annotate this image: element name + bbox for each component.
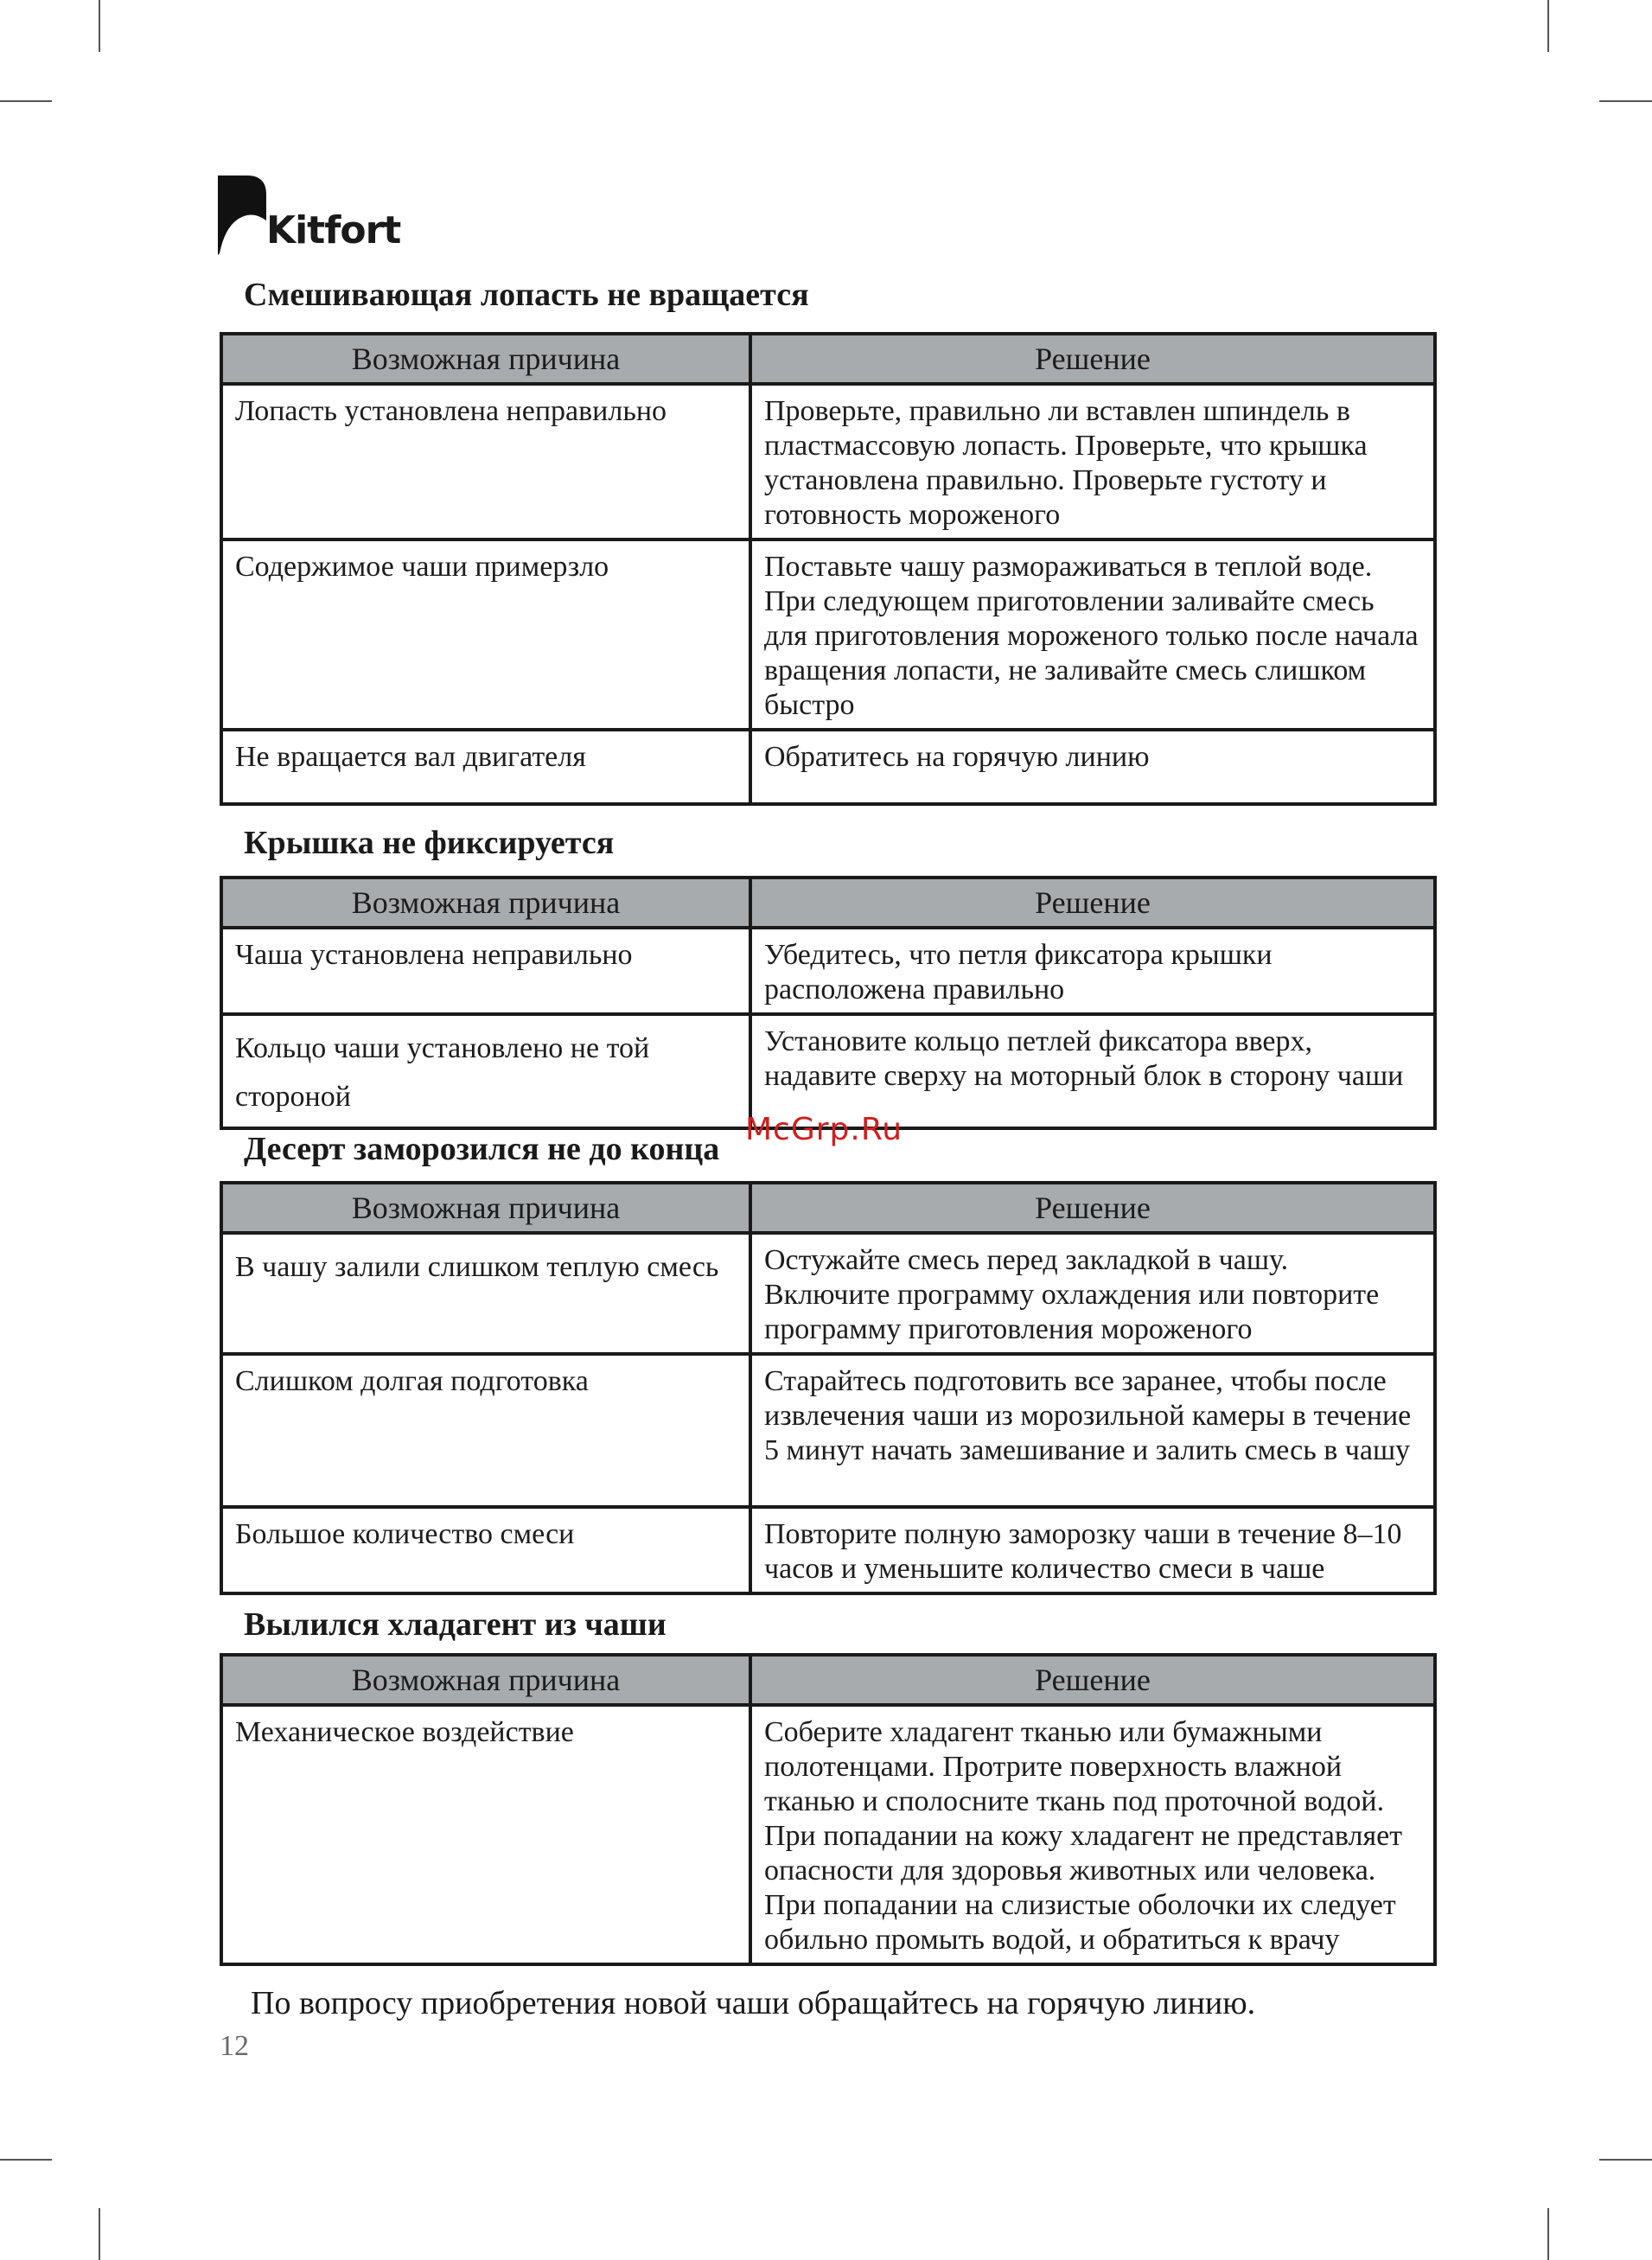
solution-cell: Убедитесь, что петля фиксатора крышки расположена правильно <box>750 928 1435 1014</box>
crop-mark <box>0 2159 52 2161</box>
column-header-solution: Решение <box>750 1655 1435 1705</box>
column-header-solution: Решение <box>750 1183 1435 1233</box>
cause-cell: Большое количество смеси <box>221 1507 750 1593</box>
column-header-solution: Решение <box>750 878 1435 928</box>
column-header-cause: Возможная причина <box>221 1183 750 1233</box>
crop-mark <box>99 0 100 52</box>
cause-cell: В чашу залили слишком теплую смесь <box>221 1233 750 1354</box>
crop-mark <box>1599 2159 1652 2161</box>
column-header-solution: Решение <box>750 334 1435 384</box>
table-row <box>221 1233 1435 1354</box>
cause-cell: Лопасть установлена неправильно <box>221 384 750 539</box>
solution-cell: Проверьте, правильно ли вставлен шпиндель в пластмассовую лопасть. Проверьте, что крышка установлена правильно. Проверьте густоту и готовность мороженого <box>750 384 1435 539</box>
cause-cell: Не вращается вал двигателя <box>221 730 750 804</box>
kitfort-logo-icon <box>218 176 270 259</box>
crop-mark <box>1599 100 1652 102</box>
crop-mark <box>1547 2208 1549 2260</box>
table-header-row <box>221 1655 1435 1705</box>
column-header-cause: Возможная причина <box>221 878 750 928</box>
cause-cell: Механическое воздействие <box>221 1705 750 1964</box>
footer-note: По вопросу приобретения новой чаши обращайтесь на горячую линию. <box>251 1985 1256 2021</box>
solution-cell: Поставьте чашу размораживаться в теплой воде. При следующем приготовлении заливайте смесь для приготовления мороженого только после начала вращения лопасти, не заливайте смесь слишком быстро <box>750 539 1435 730</box>
table-row <box>221 730 1435 804</box>
solution-cell: Обратитесь на горячую линию <box>750 730 1435 804</box>
cause-cell: Слишком долгая подготовка <box>221 1354 750 1507</box>
solution-cell: Остужайте смесь перед закладкой в чашу. Включите программу охлаждения или повторите программу приготовления мороженого <box>750 1233 1435 1354</box>
solution-cell: Старайтесь подготовить все заранее, чтобы после извлечения чаши из морозильной камеры в течение 5 минут начать замешивание и залить смесь в чашу <box>750 1354 1435 1507</box>
table-header-row <box>221 1183 1435 1233</box>
table-row <box>221 384 1435 539</box>
troubleshooting-table <box>220 332 1437 806</box>
section-title: Смешивающая лопасть не вращается <box>244 277 809 313</box>
page-number: 12 <box>220 2030 249 2062</box>
column-header-cause: Возможная причина <box>221 334 750 384</box>
cause-cell: Чаша установлена неправильно <box>221 928 750 1014</box>
crop-mark <box>99 2208 100 2260</box>
table-header-row <box>221 334 1435 384</box>
table-header-row <box>221 878 1435 928</box>
section-title: Крышка не фиксируется <box>244 825 615 861</box>
brand-logo <box>218 176 401 262</box>
solution-cell: Соберите хладагент тканью или бумажными полотенцами. Протрите поверхность влажной тканью и сполосните ткань под проточной водой. При попадании на кожу хладагент не представляет опасности для здоровья животных или человека. При попадании на слизистые оболочки их следует обильно промыть водой, и обратиться к врачу <box>750 1705 1435 1964</box>
crop-mark <box>1547 0 1549 52</box>
cause-cell: Кольцо чаши установлено не той стороной <box>221 1014 750 1128</box>
solution-cell: Установите кольцо петлей фиксатора вверх, надавите сверху на моторный блок в сторону чаши <box>750 1014 1435 1128</box>
section-title: Вылился хладагент из чаши <box>244 1606 667 1643</box>
crop-mark <box>0 100 52 102</box>
section-title: Десерт заморозился не до конца <box>244 1131 720 1167</box>
troubleshooting-table <box>220 1181 1437 1595</box>
table-row <box>221 539 1435 730</box>
cause-cell: Содержимое чаши примерзло <box>221 539 750 730</box>
troubleshooting-table <box>220 1653 1437 1966</box>
watermark: McGrp.Ru <box>745 1112 903 1147</box>
column-header-cause: Возможная причина <box>221 1655 750 1705</box>
brand-name: Kitfort <box>266 208 401 252</box>
table-row <box>221 1507 1435 1593</box>
table-row <box>221 1354 1435 1507</box>
table-row <box>221 1705 1435 1964</box>
troubleshooting-table <box>220 876 1437 1130</box>
table-row <box>221 928 1435 1014</box>
solution-cell: Повторите полную заморозку чаши в течение 8–10 часов и уменьшите количество смеси в чаше <box>750 1507 1435 1593</box>
